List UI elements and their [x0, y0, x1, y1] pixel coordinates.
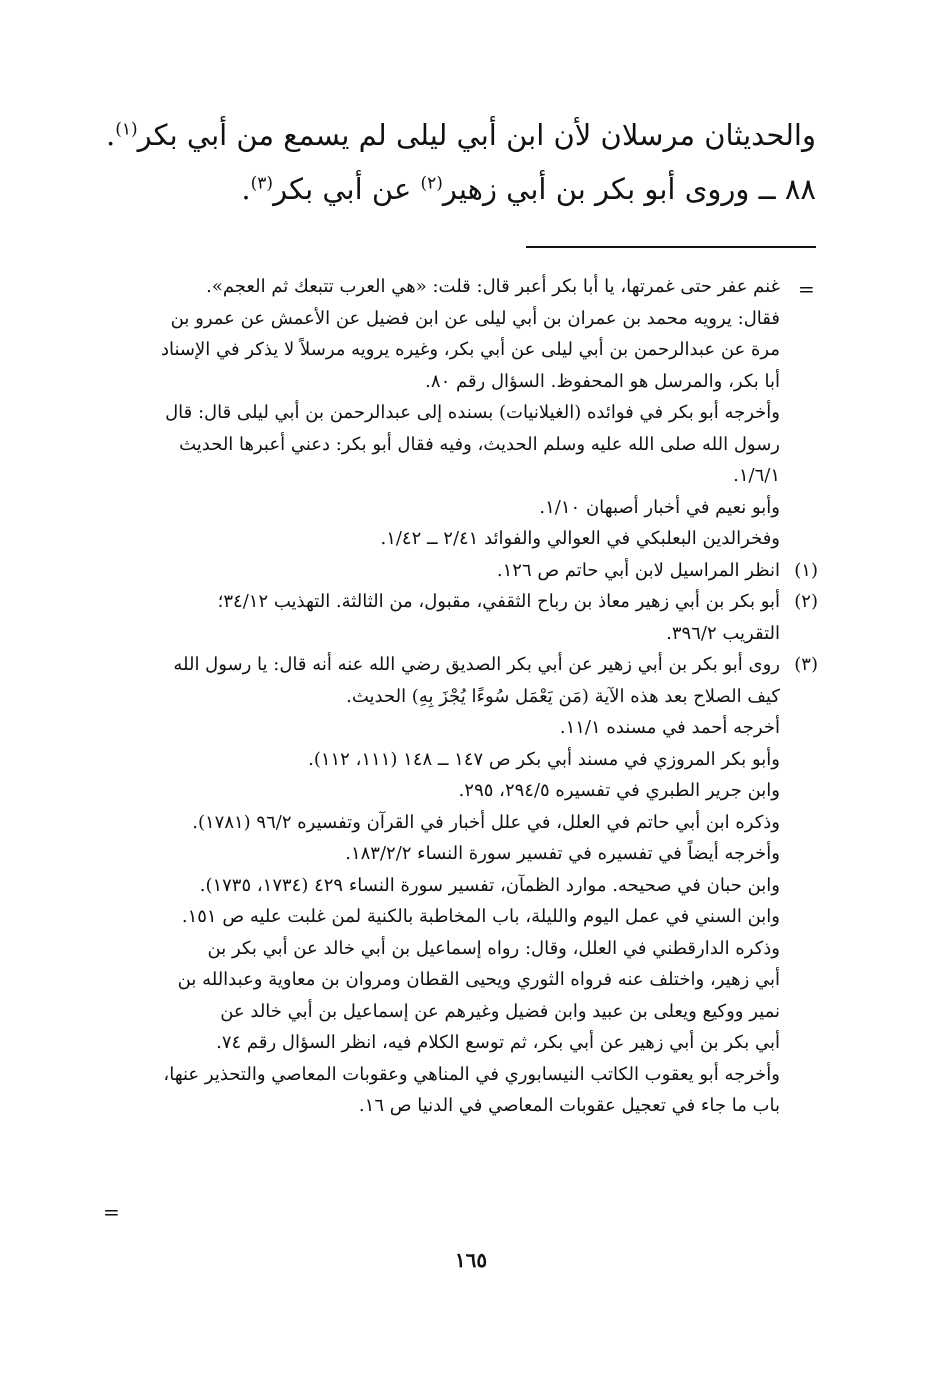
- footnote-ref-1[interactable]: (١): [115, 119, 138, 140]
- footnote-1: [123, 555, 818, 587]
- continuation-mark-start: =: [798, 277, 815, 301]
- footnote-3-line-e: وابن جرير الطبري في تفسيره ٢٩٤/٥، ٢٩٥.: [458, 780, 780, 801]
- note-prev-line-2: فقال: يرويه محمد بن عمران بن أبي ليلى عن ابن فضيل عن الأعمش عن عمرو بن: [170, 307, 780, 329]
- note-prev-line-7: ١/٦/١.: [733, 465, 780, 486]
- footnote-3-line-k: أبي زهير، واختلف عنه فرواه الثوري ويحيى القطان ومروان بن معاوية وعبدالله بن: [177, 969, 780, 990]
- footnote-3-line-i: وابن السني في عمل اليوم والليلة، باب المخاطبة بالكنية لمن غلبت عليه ص ١٥١.: [181, 906, 780, 927]
- note-prev-line-8: وأبو نعيم في أخبار أصبهان ١/١٠.: [539, 496, 780, 518]
- footnote-3-line-o: باب ما جاء في تعجيل عقوبات المعاصي في الدنيا ص ١٦.: [358, 1095, 780, 1116]
- footnote-3-line-n: وأخرجه أبو يعقوب الكاتب النيسابوري في المناهي وعقوبات المعاصي والتحذير عنها،: [163, 1063, 780, 1085]
- footnote-3-line-f: وذكره ابن أبي حاتم في العلل، في علل أخبار في القرآن وتفسيره ٩٦/٢ (١٧٨١).: [192, 811, 780, 833]
- main-text-line-1: [105, 108, 816, 162]
- footnote-2-cont: التقريب ٣٩٦/٢.: [666, 622, 780, 644]
- main-text-line-2-mid: عن أبي بكر: [273, 172, 421, 206]
- main-text-line-2: [116, 162, 816, 216]
- main-text-line-1-text: والحديثان مرسلان لأن ابن أبي ليلى لم يسمع من أبي بكر: [137, 118, 816, 152]
- footnote-1-text: انظر المراسيل لابن أبي حاتم ص ١٢٦.: [496, 559, 780, 581]
- note-prev-line-3: مرة عن عبدالرحمن بن أبي ليلى عن أبي بكر، وغيره يرويه مرسلاً لا يذكر في الإسناد: [161, 339, 780, 360]
- footnote-3-number: (٣): [794, 654, 818, 675]
- footnote-3-line-j: وذكره الدارقطني في العلل، وقال: رواه إسماعيل بن أبي خالد عن أبي بكر بن: [207, 937, 780, 959]
- footnote-2: [123, 586, 818, 618]
- footnote-1-number: (١): [794, 559, 818, 581]
- footnote-2-text-a: أبو بكر بن أبي زهير معاذ بن رباح الثقفي، مقبول، من الثالثة. التهذيب ٣٤/١٢؛: [217, 591, 780, 612]
- footnote-3-line-b: كيف الصلاح بعد هذه الآية (مَن يَعْمَل سُوءًا يُجْزَ بِهِ) الحديث.: [346, 685, 780, 707]
- footnote-separator: [526, 246, 816, 248]
- footnote-3-text-a: روى أبو بكر بن أبي زهير عن أبي بكر الصديق رضي الله عنه أنه قال: يا رسول الله: [173, 654, 780, 675]
- footnotes-block: [123, 271, 818, 1122]
- footnote-ref-2[interactable]: (٢): [420, 173, 443, 194]
- footnote-3: [123, 649, 818, 681]
- main-text-block: [105, 108, 816, 216]
- footnote-3-line-l: نمير ووكيع ويعلى بن عبيد وابن فضيل وغيرهم عن إسماعيل بن أبي خالد عن: [220, 1000, 780, 1022]
- continuation-mark-end: =: [103, 1200, 120, 1224]
- footnote-3-line-c: أخرجه أحمد في مسنده ١١/١.: [559, 717, 780, 738]
- note-prev-line-4: أبا بكر، والمرسل هو المحفوظ. السؤال رقم ٨٠.: [425, 370, 780, 392]
- main-text-line-1-end: .: [105, 118, 116, 152]
- footnote-2-number: (٢): [794, 591, 818, 612]
- footnote-3-line-h: وابن حبان في صحيحه. موارد الظمآن، تفسير سورة النساء ٤٢٩ (١٧٣٤، ١٧٣٥).: [199, 874, 780, 896]
- page-number: ١٦٥: [454, 1248, 488, 1272]
- note-prev-line-9: وفخرالدين البعلبكي في العوالي والفوائد ٢/٤١ ــ ١/٤٢.: [380, 528, 780, 549]
- footnote-ref-3[interactable]: (٣): [250, 173, 274, 194]
- main-text-line-2-text: ٨٨ ــ وروى أبو بكر بن أبي زهير: [442, 172, 816, 206]
- note-prev-line-5: وأخرجه أبو بكر في فوائده (الغيلانيات) بسنده إلى عبدالرحمن بن أبي ليلى قال: قال: [165, 402, 780, 423]
- footnote-3-line-d: وأبو بكر المروزي في مسند أبي بكر ص ١٤٧ ــ ١٤٨ (١١١، ١١٢).: [308, 748, 780, 770]
- main-text-line-2-end: .: [241, 172, 251, 206]
- footnote-3-line-g: وأخرجه أيضاً في تفسيره في تفسير سورة النساء ١٨٣/٢/٢.: [345, 843, 780, 864]
- note-prev-line-6: رسول الله صلى الله عليه وسلم الحديث، وفيه فقال أبو بكر: دعني أعبرها الحديث: [179, 433, 780, 455]
- footnote-3-line-m: أبي بكر بن أبي زهير عن أبي بكر، ثم توسع الكلام فيه، انظر السؤال رقم ٧٤.: [216, 1032, 780, 1053]
- note-prev-line-1: غنم عفر حتى غمرتها، يا أبا بكر أعبر قال: قلت: «هي العرب تتبعك ثم العجم».: [206, 276, 780, 297]
